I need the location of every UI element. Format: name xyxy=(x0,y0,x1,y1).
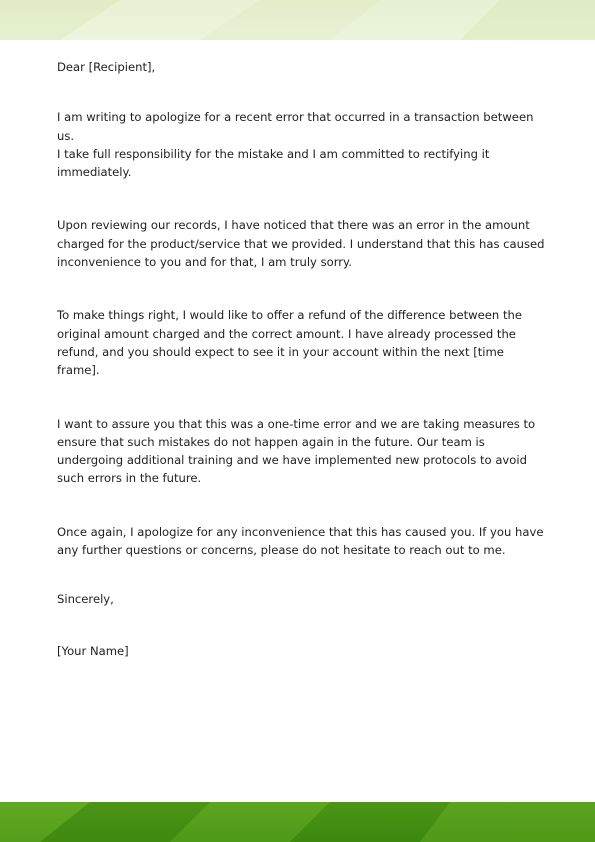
signature: [Your Name] xyxy=(57,643,129,658)
bottom-band-pattern xyxy=(0,802,595,842)
letter-body xyxy=(57,58,547,660)
paragraph-5: Once again, I apologize for any inconvenience that this has caused you. If you have any further questions or concerns, please do not hesitate to reach out to me. xyxy=(57,524,544,558)
paragraph-3: To make things right, I would like to offer a refund of the difference between the original amount charged and the correct amount. I have already processed the refund, and you should expect to see it in your account within the next [time frame]. xyxy=(57,308,522,378)
paragraph-4: I want to assure you that this was a one-time error and we are taking measures to ensure that such mistakes do not happen again in the future. Our team is undergoing additional training and we have implemented new protocols to avoid such errors in the future. xyxy=(57,416,536,486)
top-band-pattern xyxy=(0,0,595,40)
top-decorative-band xyxy=(0,0,595,40)
paragraph-1: I am writing to apologize for a recent error that occurred in a transaction between us. I take full responsibility for the mistake and I am committed to rectifying it immediately. xyxy=(57,110,534,180)
paragraph-2: Upon reviewing our records, I have noticed that there was an error in the amount charged for the product/service that we provided. I understand that this has caused inconvenience to you and for that, I am truly sorry. xyxy=(57,218,545,270)
salutation: Dear [Recipient], xyxy=(57,60,156,74)
closing: Sincerely, xyxy=(57,592,114,607)
bottom-decorative-band xyxy=(0,802,595,842)
